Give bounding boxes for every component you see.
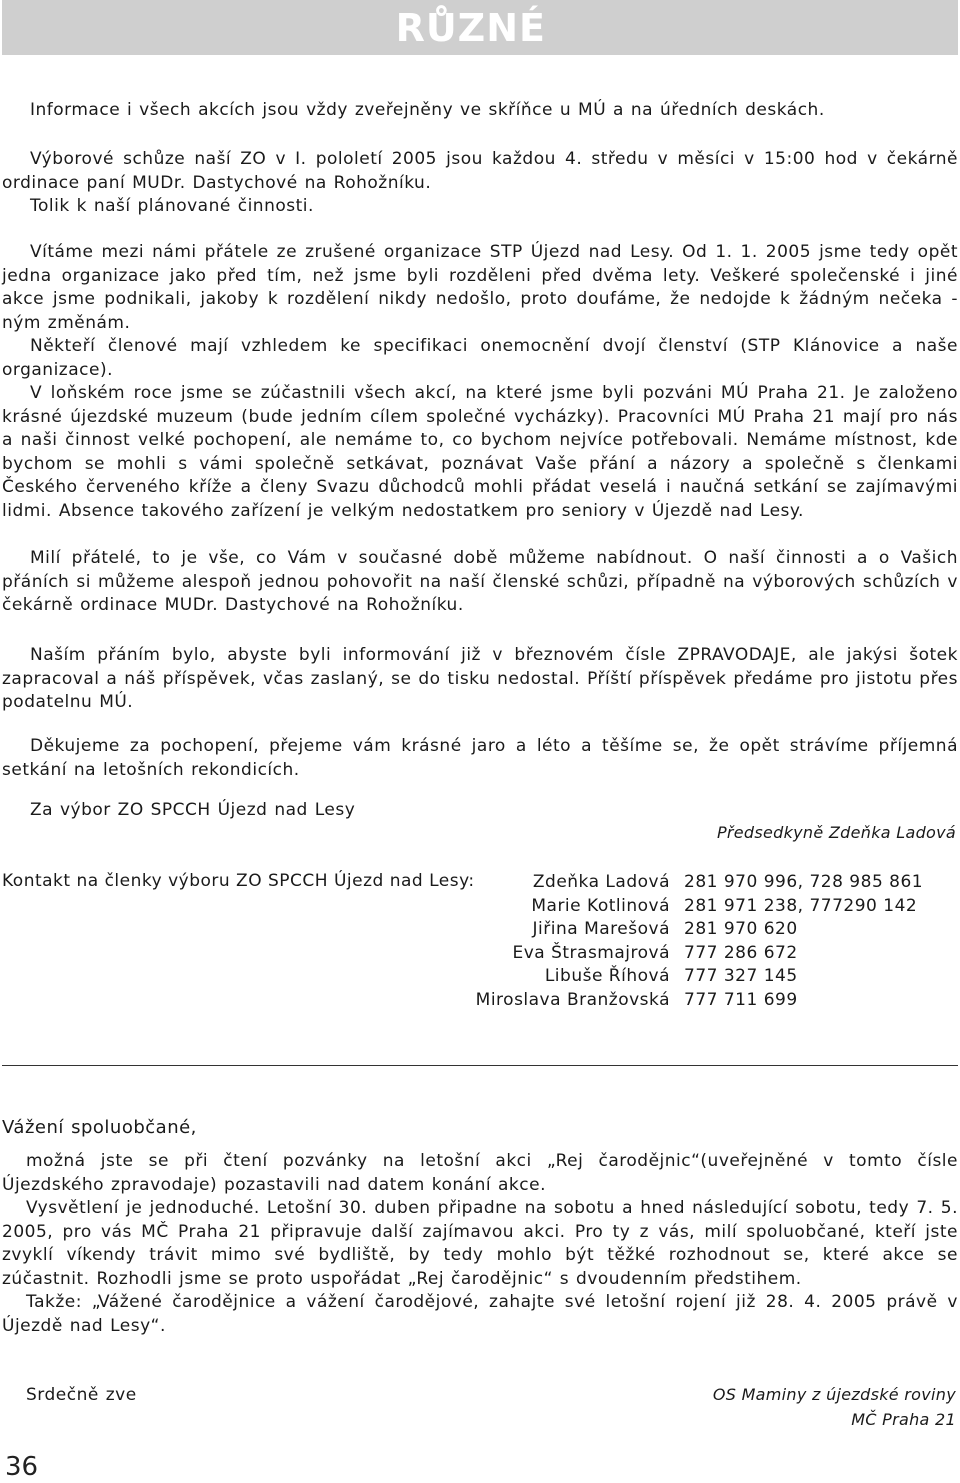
paragraph-welcome-text: Vítáme mezi námi přátele ze zrušené organizace STP Újezd nad Lesy. Od 1. 1. 2005 jsme tedy opět jedna organizace jako před tím, než jsme byli rozděleni před dvěma lety. Veškeré společenské i jiné akce jsme podnikali, jakoby k rozdělení nikdy nedošlo, proto doufáme, že nedojde k žádným nečeka - ným změnám. [2,242,958,333]
contact-name: Marie Kotlinová [531,895,670,916]
letter-salutation: Vážení spoluobčané, [2,1117,197,1138]
contacts-label: Kontakt na členky výboru ZO SPCCH Újezd nad Lesy: [2,871,475,891]
paragraph-info: Informace i všech akcích jsou vždy zveřejněny ve skříňce u MÚ a na úředních deskách. [30,100,825,120]
letter-body [2,1150,958,1338]
paragraph-plans: Tolik k naší plánované činnosti. [30,196,314,216]
contact-phone: 281 970 620 [684,919,798,939]
from-committee: Za výbor ZO SPCCH Újezd nad Lesy [30,800,356,820]
contact-phone: 281 970 996, 728 985 861 [684,872,924,892]
page-title: RŮZNÉ [395,6,546,50]
contact-phone: 777 286 672 [684,942,798,963]
contact-phone: 777 327 145 [684,966,798,986]
section-divider [2,1065,958,1066]
paragraph-friends: Milí přátelé, to je vše, co Vám v současné době můžeme nabídnout. O naší činnosti a o Vašich přáních si můžeme alespoň jednou pohovořit na naší členské schůzi, případně na výborových schůzích v čekárně ordinace MUDr. Dastychové na Rohožníku. [2,548,958,615]
contact-row [470,965,923,989]
contacts-list [470,871,923,1012]
contact-row [470,989,923,1013]
header-bar [2,0,958,55]
letter-paragraph: Vysvětlení je jednoduché. Letošní 30. duben připadne na sobotu a hned následující sobotu, tedy 7. 5. 2005, pro vás MČ Praha 21 připravuje další zajímavou akci. Pro ty z vás, milí spoluobčané, kteří jste zvyklí víkendy trávit mimo své bydliště, by tedy mohlo být těžké rozhodnout se, které akce se zúčastnit. Rozhodli jsme se proto uspořádat „Rej čarodějnic“ s dvoudenním předstihem. [2,1198,958,1289]
contact-phone: 777 711 699 [684,989,798,1010]
paragraph-last-year: V loňském roce jsme se zúčastnili všech akcí, na které jsme byli pozváni MÚ Praha 21. Je založeno krásné újezdské muzeum (bude jedním cílem společné vycházky). Pracovníci MÚ Praha 21 mají pro nás a naši činnost velké pochopení, ale nemáme to, co bychom nejvíce potřebovali. Nemáme místnost, kde bychom se mohli s vámi společně setkávat, poznávat Vaše přání a názory a společně s členkami Českého červeného kříže a členy Svazu důchodců mohli přádat veselá i naučná setkání se zajímavými lidmi. Absence takového zařízení je velkým nedostatkem pro seniory v Újezdě nad Lesy. [2,383,958,521]
contact-name: Eva Štrasmajrová [512,942,670,963]
contact-row [470,895,923,919]
paragraph-members: Někteří členové mají vzhledem ke specifikaci onemocnění dvojí členství (STP Klánovice a naše organizace). [2,336,958,380]
contact-name: Miroslava Branžovská [475,989,670,1010]
contact-row [470,871,923,895]
paragraph-wish: Naším přáním bylo, abyste byli informování již v březnovém čísle ZPRAVODAJE, ale jakýsi šotek zapracoval a náš příspěvek, včas zaslaný, se do tisku nedostal. Příští příspěvek předáme pro jistotu přes podatelnu MÚ. [2,645,958,712]
letter-signature-district: MČ Praha 21 [851,1410,956,1429]
contact-row [470,942,923,966]
contact-name: Libuše Říhová [544,966,670,986]
letter-paragraph: Takže: „Vážené čarodějnice a vážení čarodějové, zahajte své letošní rojení již 28. 4. 2005 právě v Újezdě nad Lesy“. [2,1292,958,1336]
letter-signature-org: OS Maminy z újezdské roviny [712,1385,956,1404]
page-number: 36 [5,1452,39,1482]
letter-closing: Srdečně zve [26,1385,137,1405]
paragraph-meetings: Výborové schůze naší ZO v I. pololetí 2005 jsou každou 4. středu v měsíci v 15:00 hod v čekárně ordinace paní MUDr. Dastychové na Rohožníku. [2,149,958,193]
contact-name: Zdeňka Ladová [532,872,670,892]
letter-paragraph: možná jste se při čtení pozvánky na letošní akci „Rej čarodějnic“(uveřejněné v tomto čísle Újezdského zpravodaje) pozastavili nad datem konání akce. [2,1151,958,1195]
signature-chairwoman: Předsedkyně Zdeňka Ladová [716,823,956,842]
contact-phone: 281 971 238, 777290 142 [684,895,918,916]
paragraph-welcome [2,241,958,523]
paragraph-thanks: Děkujeme za pochopení, přejeme vám krásné jaro a léto a těšíme se, že opět strávíme příjemná setkání na letošních rekondicích. [2,736,958,780]
contact-row [470,918,923,942]
contact-name: Jiřina Marešová [532,919,670,939]
